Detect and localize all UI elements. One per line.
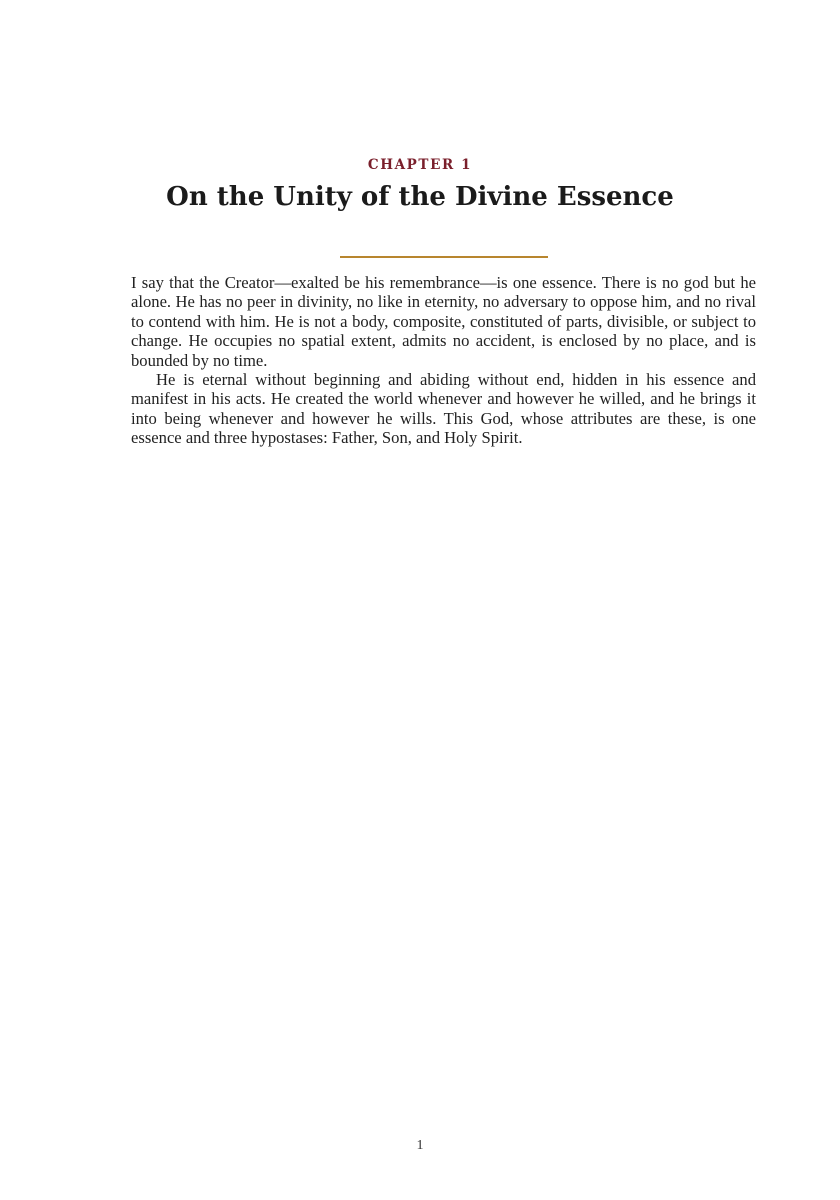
chapter-label: CHAPTER 1 xyxy=(367,157,473,173)
title-divider xyxy=(340,256,548,258)
chapter-body xyxy=(131,273,756,448)
page-number: 1 xyxy=(416,1138,424,1153)
paragraph: He is eternal without beginning and abiding without end, hidden in his essence and manifest in his acts. He created the world whenever and however he willed, and he brings it into being whenever and however he wills. This God, whose attributes are these, is one essence and three hypostases: Father, Son, and Holy Spirit. xyxy=(131,370,756,448)
paragraph: I say that the Creator—exalted be his remembrance—is one essence. There is no god but he alone. He has no peer in divinity, no like in eternity, no adversary to oppose him, and no rival to contend with him. He is not a body, composite, constituted of parts, divisible, or subject to change. He occupies no spatial extent, admits no accident, is enclosed by no place, and is bounded by no time. xyxy=(131,273,756,370)
chapter-title: On the Unity of the Divine Essence xyxy=(166,182,674,212)
